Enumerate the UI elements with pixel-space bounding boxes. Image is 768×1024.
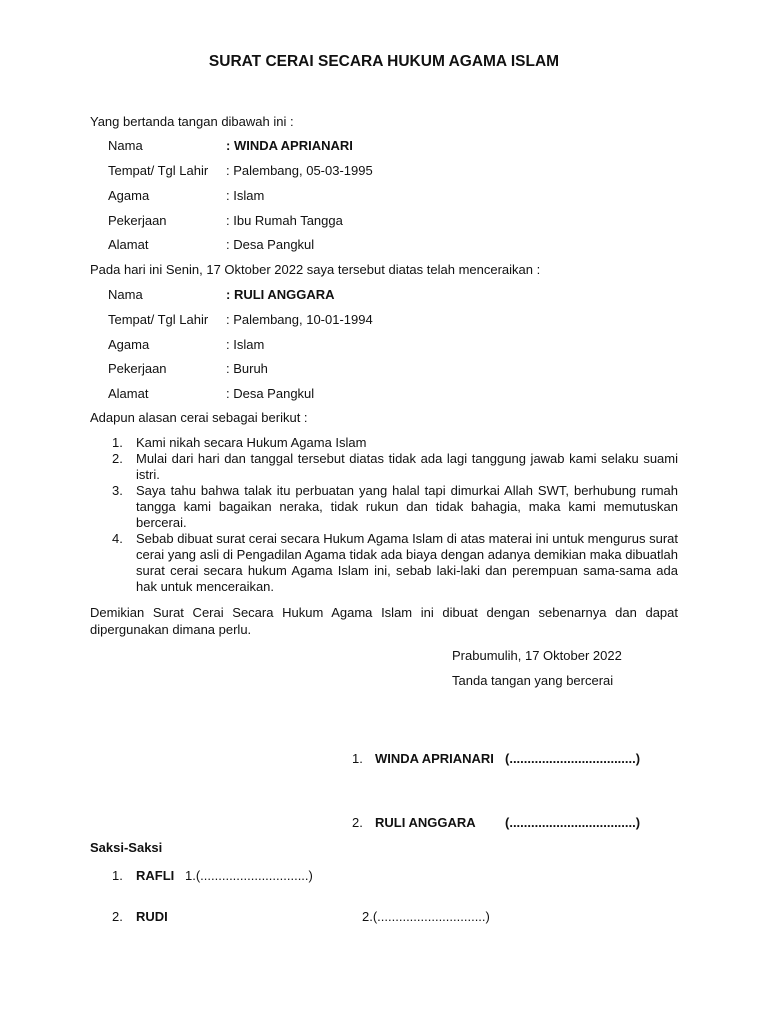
person1-job-value: : Ibu Rumah Tangga [226,213,343,228]
person2-religion-value: : Islam [226,337,265,352]
witness-signature-line: 2.(..............................) [362,909,490,924]
person1-name-label: Nama [108,138,143,153]
person2-address-label: Alamat [108,386,149,401]
person2-birth-label: Tempat/ Tgl Lahir [108,312,209,327]
reason-number: 4. [112,531,123,546]
witness-signature-line: 1.(..............................) [185,868,313,883]
signer-number: 2. [352,815,363,830]
signature-line: (...................................) [505,751,641,766]
person2-religion-label: Agama [108,337,150,352]
reason-text: Kami nikah secara Hukum Agama Islam [136,435,367,450]
reason-text: Mulai dari hari dan tanggal tersebut diatas tidak ada lagi tanggung jawab kami selaku suami istri. [136,451,678,482]
person2-job-value: : Buruh [226,361,268,376]
reason-number: 3. [112,483,123,498]
place-date: Prabumulih, 17 Oktober 2022 [452,648,622,663]
document-title: SURAT CERAI SECARA HUKUM AGAMA ISLAM [208,53,560,70]
signer-name: RULI ANGGARA [375,815,476,830]
signers-heading: Tanda tangan yang bercerai [452,673,614,688]
person2-name-label: Nama [108,287,143,302]
reason-text: Sebab dibuat surat cerai secara Hukum Agama Islam di atas materai ini untuk mengurus surat cerai yang asli di Pengadilan Agama tidak ada biaya dengan adanya demikian maka dibuatlah surat cerai secara hukum Agama Islam ini, sebab laki-laki dan perempuan sama-sama ada hak untuk menceraikan. [136,531,678,594]
person2-birth-value: : Palembang, 10-01-1994 [226,312,373,327]
reason-number: 2. [112,451,123,466]
signer-name: WINDA APRIANARI [375,751,494,766]
witness-name: RUDI [136,909,168,924]
person2-name-value: : RULI ANGGARA [226,287,335,302]
person2-job-label: Pekerjaan [108,361,167,376]
statement-text: Pada hari ini Senin, 17 Oktober 2022 saya tersebut diatas telah menceraikan : [90,262,541,277]
witness-name: RAFLI [136,868,175,883]
reason-text: Saya tahu bahwa talak itu perbuatan yang halal tapi dimurkai Allah SWT, berhubung rumah tangga kami bagaikan neraka, tidak rukun dan tidak bahagia, maka kami memutuskan bercerai. [136,483,678,530]
intro-text: Yang bertanda tangan dibawah ini : [90,114,294,129]
person1-religion-value: : Islam [226,188,265,203]
person1-birth-label: Tempat/ Tgl Lahir [108,163,209,178]
closing-paragraph: Demikian Surat Cerai Secara Hukum Agama Islam ini dibuat dengan sebenarnya dan dapat dipergunakan dimana perlu. [90,605,678,637]
person1-address-value: : Desa Pangkul [226,237,315,252]
person1-religion-label: Agama [108,188,150,203]
person2-address-value: : Desa Pangkul [226,386,315,401]
person1-job-label: Pekerjaan [108,213,167,228]
reason-number: 1. [112,435,123,450]
person1-name-value: : WINDA APRIANARI [226,138,353,153]
signature-line: (...................................) [505,815,641,830]
reasons-intro: Adapun alasan cerai sebagai berikut : [90,410,308,425]
person1-birth-value: : Palembang, 05-03-1995 [226,163,373,178]
signer-number: 1. [352,751,363,766]
witnesses-heading: Saksi-Saksi [90,840,163,855]
witness-number: 2. [112,909,123,924]
witness-number: 1. [112,868,123,883]
person1-address-label: Alamat [108,237,149,252]
